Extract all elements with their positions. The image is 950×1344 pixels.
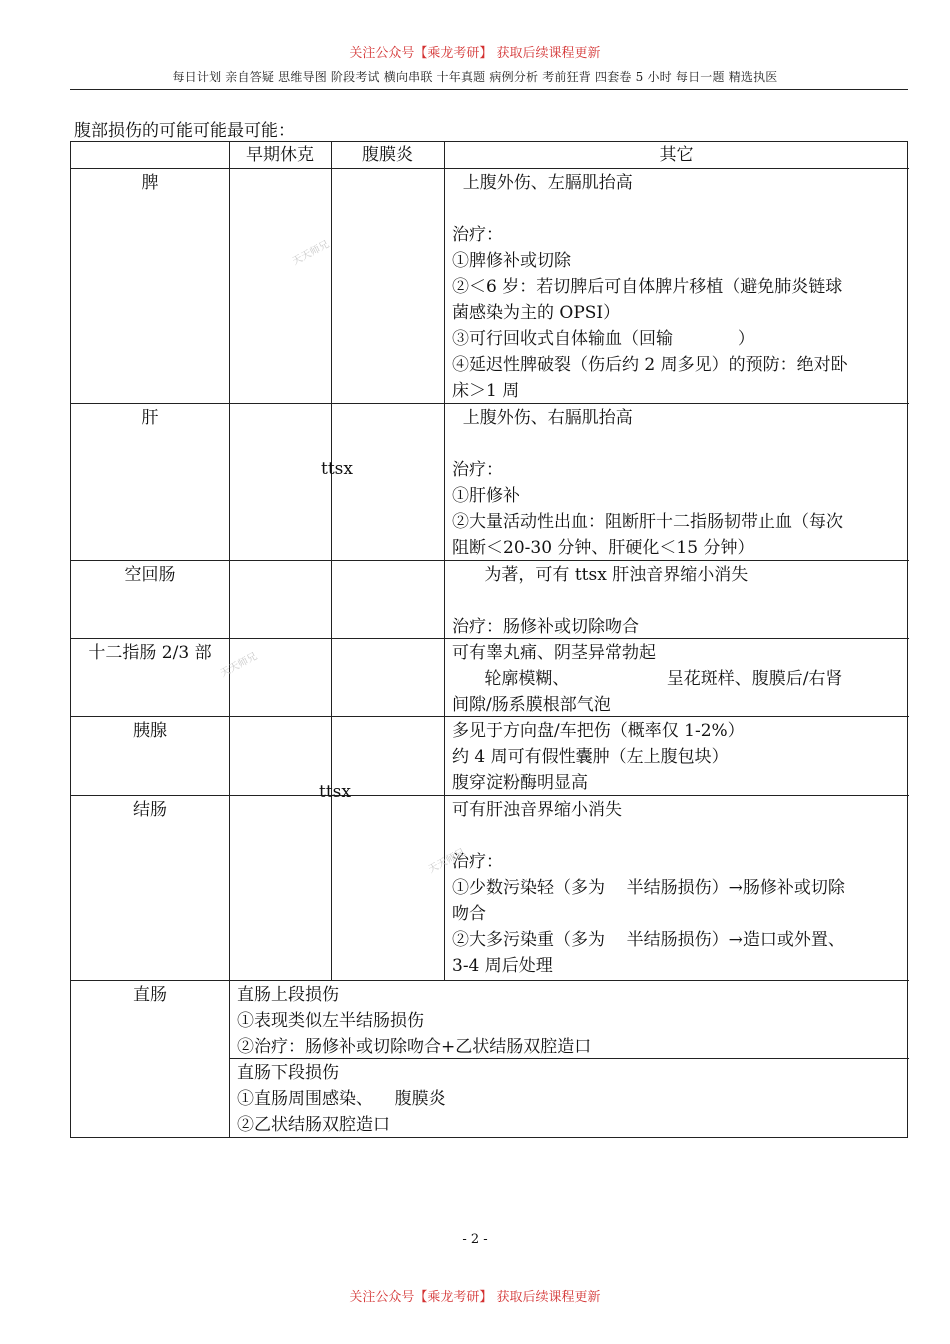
text-line [452, 823, 902, 849]
rectum-lower [237, 1060, 897, 1138]
text-line: 可有肝浊音界缩小消失 [452, 800, 622, 820]
col-header-shock: 早期休克 [246, 145, 314, 165]
text-line: 腹穿淀粉酶明显高 [452, 773, 588, 793]
row-other-liver [452, 405, 902, 561]
intro-heading: 腹部损伤的可能可能最可能： [74, 121, 295, 141]
row-divider [71, 980, 909, 981]
row-other-duodenum [452, 640, 902, 718]
header-promo: 关注公众号【乘龙考研】 获取后续课程更新 [349, 46, 601, 61]
row-other-spleen [452, 170, 902, 404]
row-other-pancreas [452, 718, 902, 796]
ttsx-label: ttsx [319, 782, 351, 802]
text-line: 间隙/肠系膜根部气泡 [452, 695, 611, 715]
text-line: ②大多污染重（多为 半结肠损伤）→造口或外置、 [452, 930, 845, 950]
text-line: 上腹外伤、右膈肌抬高 [452, 408, 633, 428]
text-line: 约 4 周可有假性囊肿（左上腹包块） [452, 747, 729, 767]
rectum-upper [237, 982, 897, 1060]
text-line: 直肠下段损伤 [237, 1063, 339, 1083]
text-line: ①少数污染轻（多为 半结肠损伤）→肠修补或切除 [452, 878, 845, 898]
text-line: 阻断＜20-30 分钟、肝硬化＜15 分钟） [452, 538, 755, 558]
text-line: 可有睾丸痛、阴茎异常勃起 [452, 643, 656, 663]
text-line: 吻合 [452, 904, 486, 924]
row-name-pancreas: 胰腺 [133, 721, 167, 741]
injury-table [70, 141, 908, 1138]
text-line: 轮廓模糊、 呈花斑样、腹膜后/右肾 [452, 669, 843, 689]
text-line: ②＜6 岁：若切脾后可自体脾片移植（避免肺炎链球 [452, 277, 843, 297]
text-line: ④延迟性脾破裂（伤后约 2 周多见）的预防：绝对卧 [452, 355, 848, 375]
header-divider [70, 89, 908, 90]
header-nav-text: 每日计划 亲自答疑 思维导图 阶段考试 横向串联 十年真题 病例分析 考前狂背 四套卷 5 小时 每日一题 精选执医 [172, 70, 778, 84]
row-name-duodenum: 十二指肠 2/3 部 [88, 643, 212, 663]
watermark: 天天师兄 [290, 239, 332, 268]
text-line [452, 196, 902, 222]
text-line: 菌感染为主的 OPSI） [452, 303, 621, 323]
col-header-other: 其它 [659, 145, 694, 165]
text-line [452, 431, 902, 457]
text-line: 直肠上段损伤 [237, 985, 339, 1005]
text-line [452, 588, 902, 614]
text-line: ①直肠周围感染、 腹膜炎 [237, 1089, 446, 1109]
text-line: ①肝修补 [452, 486, 520, 506]
text-line: ②治疗：肠修补或切除吻合+乙状结肠双腔造口 [237, 1037, 592, 1057]
text-line: ③可行回收式自体输血（回输 ） [452, 329, 755, 349]
text-line: 3-4 周后处理 [452, 956, 553, 976]
row-name-jejunum: 空回肠 [124, 565, 176, 585]
text-line: 床＞1 周 [452, 381, 520, 401]
text-line: 上腹外伤、左膈肌抬高 [452, 173, 633, 193]
row-name-spleen: 脾 [141, 173, 159, 193]
text-line: 治疗： [452, 852, 503, 872]
footer-promo: 关注公众号【乘龙考研】 获取后续课程更新 [349, 1290, 601, 1305]
row-name-liver: 肝 [141, 408, 159, 428]
col-divider [229, 142, 230, 980]
row-other-jejunum [452, 562, 902, 640]
row-other-colon [452, 797, 902, 979]
text-line: 治疗： [452, 460, 503, 480]
row-name-rectum: 直肠 [133, 985, 167, 1005]
text-line: 治疗： [452, 225, 503, 245]
text-line: 治疗：肠修补或切除吻合 [452, 617, 639, 637]
text-line: ①脾修补或切除 [452, 251, 571, 271]
page-number: - 2 - [462, 1232, 488, 1247]
ttsx-label: ttsx [321, 459, 353, 479]
row-name-colon: 结肠 [133, 800, 167, 820]
row-divider [71, 168, 909, 169]
text-line: ②大量活动性出血：阻断肝十二指肠韧带止血（每次 [452, 512, 843, 532]
watermark: 天天师兄 [218, 651, 260, 680]
col-divider [331, 142, 332, 980]
watermark: 天天师兄 [426, 847, 468, 876]
col-header-peritonitis: 腹膜炎 [362, 145, 413, 165]
text-line: 多见于方向盘/车把伤（概率仅 1-2%） [452, 721, 745, 741]
text-line: 为著，可有 ttsx 肝浊音界缩小消失 [452, 565, 749, 585]
text-line: ②乙状结肠双腔造口 [237, 1115, 390, 1135]
col-divider [229, 980, 230, 1138]
text-line: ①表现类似左半结肠损伤 [237, 1011, 424, 1031]
